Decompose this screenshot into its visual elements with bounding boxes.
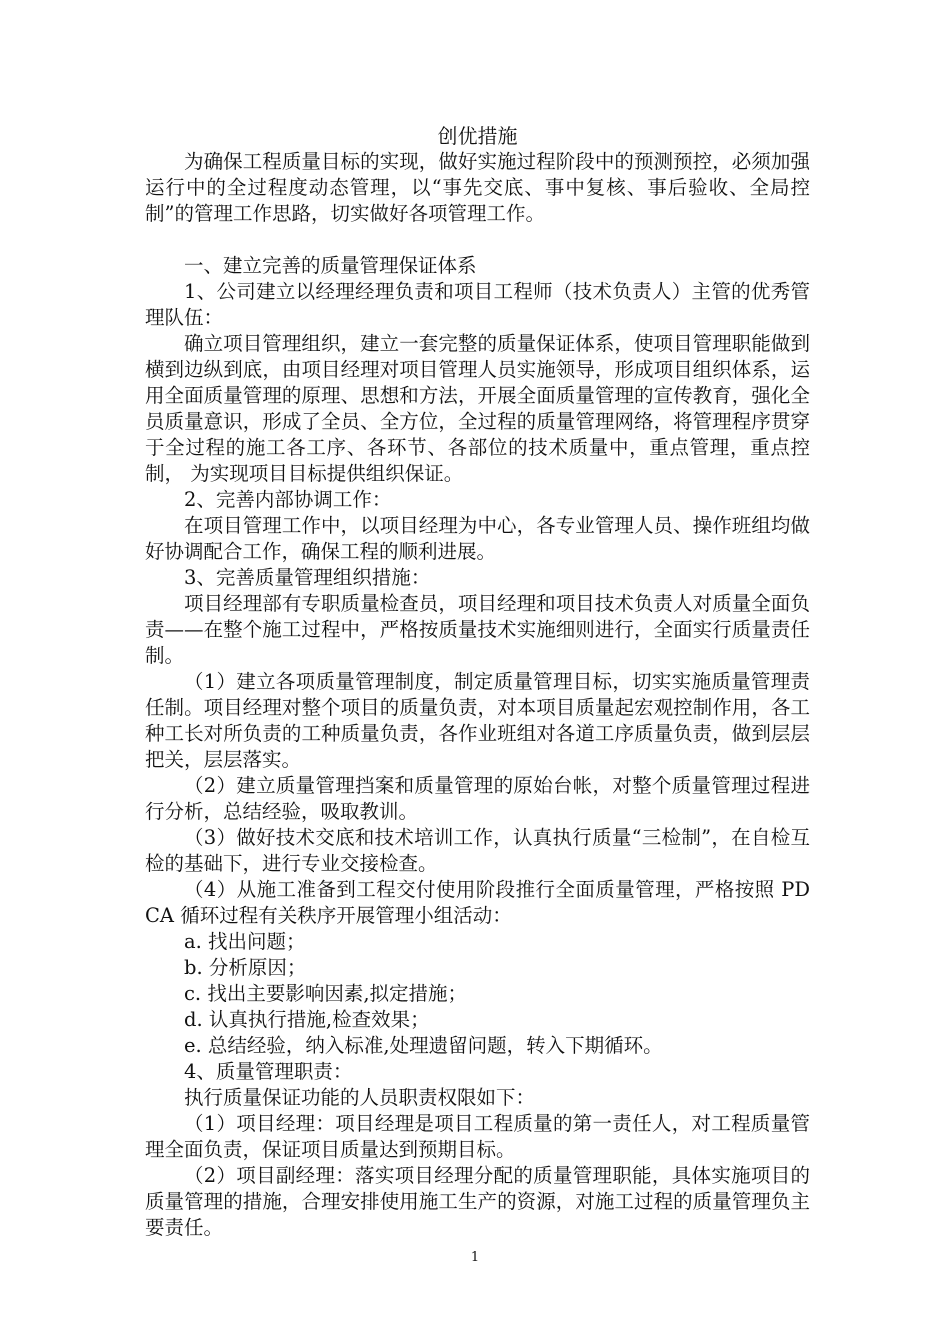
item-paragraph: 项目经理部有专职质量检查员，项目经理和项目技术负责人对质量全面负责——在整个施工过程中，严格按质量技术实施细则进行，全面实行质量责任制。 (145, 592, 810, 667)
document-body (145, 123, 810, 1241)
item-paragraph: 执行质量保证功能的人员职责权限如下： (184, 1086, 536, 1109)
pdca-step: e. 总结经验，纳入标准,处理遗留问题，转入下期循环。 (184, 1034, 663, 1057)
pdca-step: a. 找出问题； (184, 930, 306, 953)
item-paragraph: 在项目管理工作中，以项目经理为中心，各专业管理人员、操作班组均做好协调配合工作，确保工程的顺利进展。 (145, 514, 810, 563)
sub-item-paragraph: （2）项目副经理：落实项目经理分配的质量管理职能，具体实施项目的质量管理的措施，合理安排使用施工生产的资源，对施工过程的质量管理负主要责任。 (145, 1164, 810, 1239)
pdca-step: c. 找出主要影响因素,拟定措施； (184, 982, 468, 1005)
document-title: 创优措施 (437, 124, 518, 148)
item-heading: 2、完善内部协调工作： (184, 488, 392, 511)
sub-item-paragraph: （3）做好技术交底和技术培训工作，认真执行质量“三检制”，在自检互检的基础下，进行专业交接检查。 (145, 826, 810, 875)
sub-item-paragraph: （1）项目经理：项目经理是项目工程质量的第一责任人，对工程质量管理全面负责，保证项目质量达到预期目标。 (145, 1112, 810, 1161)
page-number: 1 (470, 1250, 480, 1265)
sub-item-paragraph: （2）建立质量管理挡案和质量管理的原始台帐，对整个质量管理过程进行分析，总结经验，吸取教训。 (145, 774, 810, 823)
item-heading: 3、完善质量管理组织措施： (184, 566, 431, 589)
sub-item-paragraph: （4）从施工准备到工程交付使用阶段推行全面质量管理，严格按照 PDCA 循环过程有关秩序开展管理小组活动： (145, 878, 810, 927)
blank-line (145, 227, 810, 253)
item-heading: 4、质量管理职责： (184, 1060, 353, 1083)
section-heading: 一、建立完善的质量管理保证体系 (184, 254, 477, 277)
item-heading: 1、公司建立以经理经理负责和项目工程师（技术负责人）主管的优秀管理队伍： (145, 280, 810, 329)
pdca-step: b. 分析原因； (184, 956, 307, 979)
item-paragraph: 确立项目管理组织，建立一套完整的质量保证体系，使项目管理职能做到横到边纵到底，由项目经理对项目管理人员实施领导，形成项目组织体系，运用全面质量管理的原理、思想和方法，开展全面质量管理的宣传教育，强化全员质量意识，形成了全员、全方位，全过程的质量管理网络，将管理程序贯穿于全过程的施工各工序、各环节、各部位的技术质量中，重点管理，重点控制， 为实现项目目标提供组织保证。 (145, 332, 810, 485)
pdca-step: d. 认真执行措施,检查效果； (184, 1008, 430, 1031)
intro-paragraph: 为确保工程质量目标的实现，做好实施过程阶段中的预测预控，必须加强运行中的全过程度动态管理，以“事先交底、事中复核、事后验收、全局控制”的管理工作思路，切实做好各项管理工作。 (145, 150, 810, 225)
sub-item-paragraph: （1）建立各项质量管理制度，制定质量管理目标，切实实施质量管理责任制。项目经理对整个项目的质量负责，对本项目质量起宏观控制作用，各工种工长对所负责的工种质量负责，各作业班组对各道工序质量负责，做到层层把关，层层落实。 (145, 670, 810, 771)
